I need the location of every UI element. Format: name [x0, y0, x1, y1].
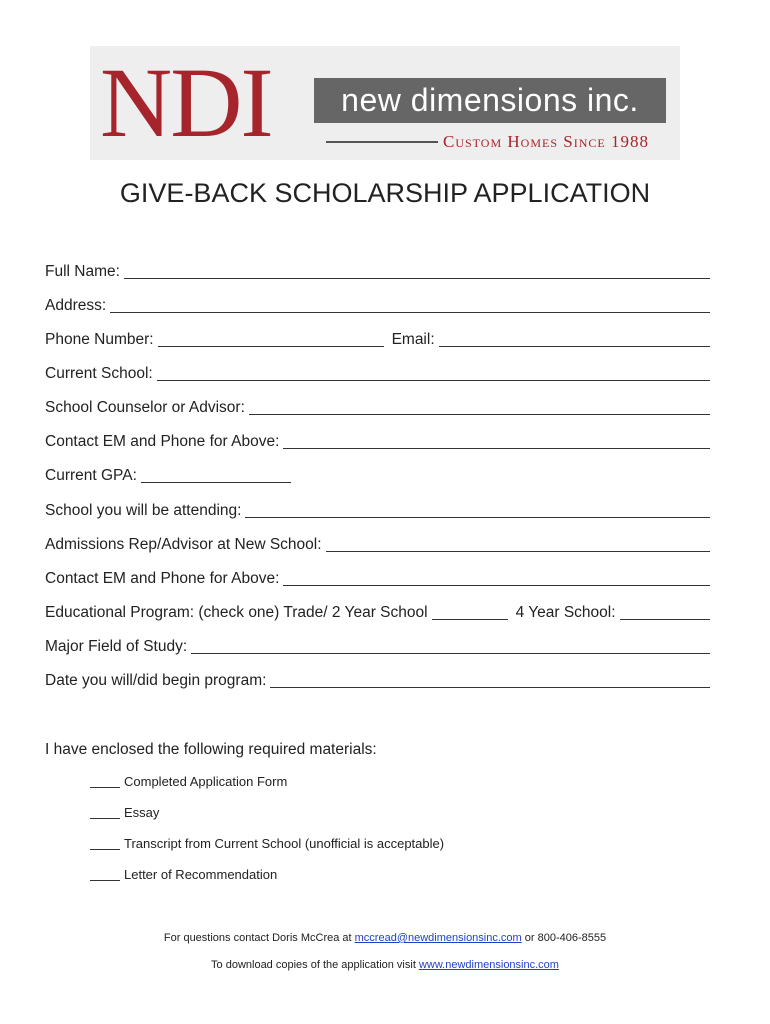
attending-label: School you will be attending: — [45, 502, 242, 519]
checklist-label: Transcript from Current School (unofficial is acceptable) — [124, 836, 445, 851]
page-title: GIVE-BACK SCHOLARSHIP APPLICATION — [119, 178, 651, 208]
email-label: Email: — [391, 331, 435, 348]
phone-line[interactable] — [158, 328, 384, 347]
logo-divider — [326, 141, 438, 143]
major-field — [45, 635, 710, 659]
download-line — [0, 957, 770, 973]
company-logo — [90, 46, 680, 160]
admissions-line[interactable] — [326, 533, 710, 552]
begin-date-field — [45, 669, 710, 693]
major-line[interactable] — [191, 635, 710, 654]
counselor-field — [45, 396, 710, 420]
full-name-label: Full Name: — [45, 263, 120, 280]
current-school-label: Current School: — [45, 365, 153, 382]
current-school-line[interactable] — [157, 362, 710, 381]
full-name-field — [45, 260, 710, 284]
program-2year-line[interactable] — [432, 601, 508, 620]
checklist-label: Essay — [124, 805, 160, 820]
address-field — [45, 294, 710, 318]
admissions-label: Admissions Rep/Advisor at New School: — [45, 536, 322, 553]
admissions-field — [45, 533, 710, 557]
checklist-item — [90, 865, 277, 885]
gpa-field — [45, 464, 710, 488]
address-line[interactable] — [110, 294, 710, 313]
phone-email-field — [45, 328, 710, 352]
contact-line — [0, 930, 770, 946]
phone-label: Phone Number: — [45, 331, 154, 348]
logo-letters: NDI — [100, 47, 272, 158]
email-line[interactable] — [439, 328, 710, 347]
checklist-label: Letter of Recommendation — [124, 867, 278, 882]
contact-email-link[interactable]: mccread@newdimensionsinc.com — [354, 932, 522, 944]
program-field — [45, 601, 710, 625]
contact1-label: Contact EM and Phone for Above: — [45, 433, 280, 450]
logo-tagline: Custom Homes Since 1988 — [443, 132, 649, 151]
checklist-blank[interactable] — [90, 866, 120, 881]
checklist-blank[interactable] — [90, 773, 120, 788]
checklist-item — [90, 803, 159, 823]
address-label: Address: — [45, 297, 107, 314]
contact-prefix: For questions contact Doris McCrea at — [163, 932, 352, 944]
website-link[interactable]: www.newdimensionsinc.com — [418, 959, 559, 971]
gpa-label: Current GPA: — [45, 467, 137, 484]
logo-company-name: new dimensions inc. — [314, 78, 666, 123]
checklist-blank[interactable] — [90, 804, 120, 819]
four-year-label: 4 Year School: — [515, 604, 616, 621]
program-label: Educational Program: (check one) Trade/ 2 Year School — [45, 604, 428, 621]
counselor-label: School Counselor or Advisor: — [45, 399, 245, 416]
download-prefix: To download copies of the application visit — [211, 959, 416, 971]
begin-date-line[interactable] — [270, 669, 710, 688]
checklist-label: Completed Application Form — [124, 774, 288, 789]
begin-date-label: Date you will/did begin program: — [45, 672, 267, 689]
contact2-label: Contact EM and Phone for Above: — [45, 570, 280, 587]
contact-suffix: or 800-406-8555 — [524, 932, 607, 944]
attending-line[interactable] — [245, 499, 710, 518]
contact1-line[interactable] — [283, 430, 710, 449]
contact2-line[interactable] — [283, 567, 710, 586]
current-school-field — [45, 362, 710, 386]
counselor-line[interactable] — [249, 396, 710, 415]
full-name-line[interactable] — [124, 260, 710, 279]
attending-field — [45, 499, 710, 523]
four-year-line[interactable] — [620, 601, 710, 620]
gpa-line[interactable] — [141, 464, 291, 483]
contact1-field — [45, 430, 710, 454]
contact2-field — [45, 567, 710, 591]
materials-heading: I have enclosed the following required materials: — [45, 741, 377, 758]
checklist-item — [90, 834, 444, 854]
checklist-item — [90, 772, 287, 792]
checklist-blank[interactable] — [90, 835, 120, 850]
major-label: Major Field of Study: — [45, 638, 188, 655]
